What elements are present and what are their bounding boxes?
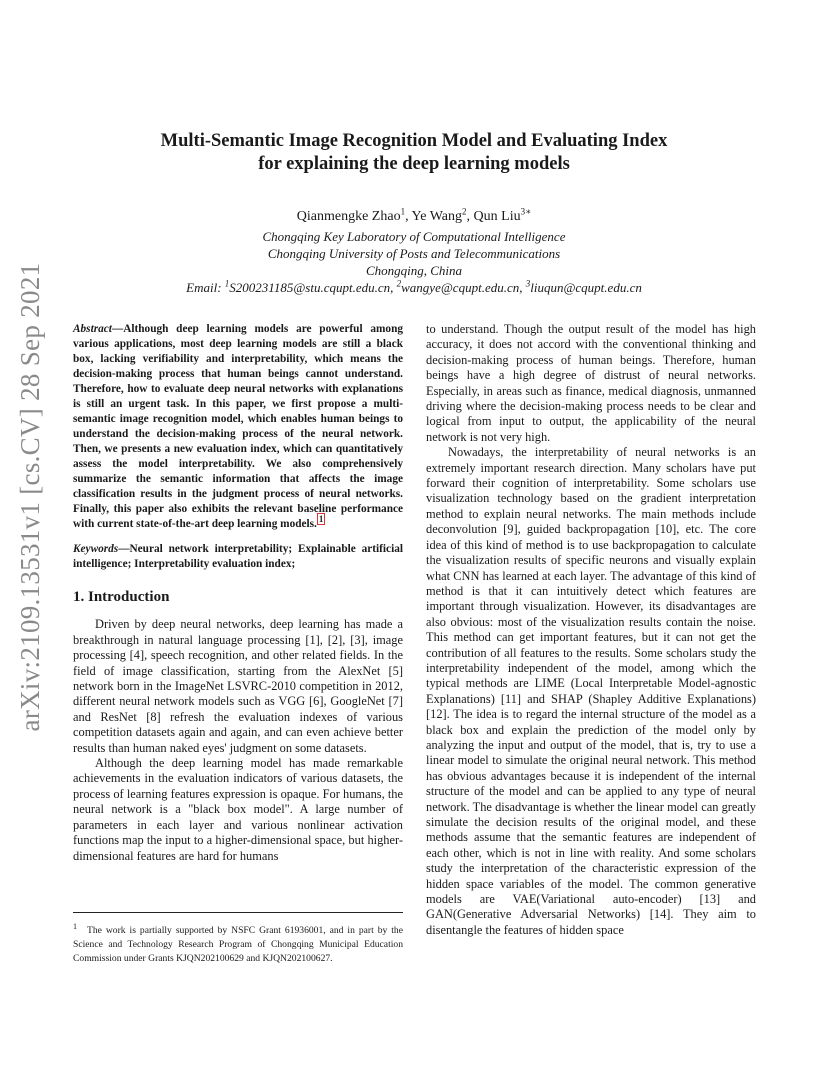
email-3: liuqun@cqupt.edu.cn	[530, 280, 642, 295]
affil-line-3: Chongqing, China	[365, 263, 463, 278]
affil-line-1: Chongqing Key Laboratory of Computational Intelligence	[262, 229, 566, 244]
affil-line-2: Chongqing University of Posts and Telecommunications	[267, 246, 561, 261]
footnote-rule	[73, 912, 403, 913]
section-heading-introduction: 1. Introduction	[73, 589, 170, 605]
email-line	[120, 279, 708, 296]
footnote	[73, 920, 403, 966]
email-prefix: Email:	[186, 280, 225, 295]
title-line-2: for explaining the deep learning models	[258, 154, 570, 174]
intro-paragraph-4: Nowadays, the interpretability of neural networks is an extremely important research direction. Many scholars have put forward their cognition of interpretability. Some scholars use visualization technology based on the gradient interpretation method to explain neural networks. The main methods include deconvolution [9], guided backpropagation [10], etc. The core idea of this kind of method is to use backpropagation to calculate the visualization results of specific neurons and visually explain what CNN has learned at each layer. The advantage of this kind of method is that it can intuitively detect which features are important through visualization. However, its disadvantages are also obvious: most of the visualization results contain the noise. This method can get important features, but it can not get the contribution of all features to the results. Some scholars study the interpretability independent of the model, among which the typical methods are LIME (Local Interpretable Model-agnostic Explanations) [11] and SHAP (Shapley Additive Explanations) [12]. The idea is to regard the internal structure of the model as a black box and explain the prediction of the model only by analyzing the input and output of the model, that is, try to use a linear model to simulate the original neural network. This method has obvious advantages because it is independent of the internal structure of the model and can be applied to any type of neural network. The disadvantage is whether the linear model can greatly simulate the decision results of the original model, and these methods assume that the semantic features are independent of each other, which is not in line with reality. And some scholars study the interpretation of the characteristic expression of the hidden space variables of the model. The common generative models are VAE(Variational auto-encoder) [13] and GAN(Generative Adversarial Networks) [14]. They aim to disentangle the features of hidden space	[426, 445, 756, 937]
keywords	[73, 542, 403, 572]
email-2-sup: 2	[396, 278, 402, 289]
footnote-link[interactable]: 1	[318, 514, 324, 525]
author-1: Qianmengke Zhao	[296, 209, 401, 224]
email-3-sup: 3	[525, 278, 531, 289]
author-2-sup: 2	[462, 206, 467, 217]
footnote-mark: 1	[73, 922, 77, 931]
email-2: wangye@cqupt.edu.cn,	[401, 280, 523, 295]
affiliation	[120, 228, 708, 296]
abstract-label: Abstract	[73, 323, 112, 335]
intro-paragraph-1: Driven by deep neural networks, deep learning has made a breakthrough in natural language processing [1], [2], [3], image processing [4], speech recognition, and other related fields. In the field of image classification, starting from the AlexNet [5] network born in the ImageNet LSVRC-2010 competition in 2012, different neural network models such as VGG [6], GoogleNet [7] and ResNet [8] refresh the evaluation indexes of various competition datasets again and again, and can even achieve better results than human naked eyes' judgment on some datasets.	[73, 617, 403, 755]
author-2: Ye Wang	[411, 209, 463, 224]
email-1-sup: 1	[224, 278, 230, 289]
right-column	[426, 322, 756, 938]
footnote-text: The work is partially supported by NSFC Grant 61936001, and in part by the Science and Technology Research Program of Chongqing Municipal Education Commission under Grants KJQN202100629 and KJQN202100627.	[73, 925, 403, 965]
author-3: Qun Liu	[473, 209, 521, 224]
keywords-label: Keywords	[73, 543, 119, 555]
title-line-1: Multi-Semantic Image Recognition Model and Evaluating Index	[160, 131, 668, 151]
abstract-text: —Although deep learning models are powerful among various applications, most deep learning models are still a black box, lacking verifiability and interpretability, which means the decision-making process that human beings cannot understand. Therefore, how to evaluate deep neural networks with explanations is still an urgent task. In this paper, we first propose a multi-semantic image recognition model, which enables human beings to understand the decision-making process of the neural network. Then, we presents a new evaluation index, which can quantitatively assess the model interpretability. We also comprehensively summarize the semantic information that affects the image classification results in the judgment process of neural networks. Finally, this paper also exhibits the relevant baseline performance with current state-of-the-art deep learning models.	[73, 323, 403, 530]
arxiv-stamp: arXiv:2109.13531v1 [cs.CV] 28 Sep 2021	[15, 262, 45, 732]
paper-title	[120, 130, 708, 176]
author-1-sup: 1	[400, 206, 406, 217]
intro-paragraph-2: Although the deep learning model has made remarkable achievements in the evaluation indicators of various datasets, the process of learning features expression is opaque. For humans, the neural network is a "black box model". A large number of parameters in each layer and various nonlinear activation functions map the input to a higher-dimensional space, but higher-dimensional features are hard for humans	[73, 756, 403, 863]
author-list: Qianmengke Zhao$^1$, Ye Wang$^2$, Qun Liu$^{3∗}$	[296, 206, 532, 224]
author-3-sup: 3∗	[520, 206, 532, 217]
email-1: S200231185@stu.cqupt.edu.cn,	[229, 280, 394, 295]
keywords-text: —Neural network interpretability; Explainable artificial intelligence; Interpretability evaluation index;	[73, 543, 403, 570]
abstract	[73, 322, 403, 532]
left-column	[73, 322, 403, 864]
intro-paragraph-3: to understand. Though the output result of the model has high accuracy, it does not accord with the conventional thinking and decision-making process of human beings. Therefore, human beings have a high degree of distrust of neural networks. Especially, in areas such as finance, medical diagnosis, unmanned driving where the decision-making process needs to be clear and logical from input to output, the applicability of the neural network is not very high.	[426, 322, 756, 444]
